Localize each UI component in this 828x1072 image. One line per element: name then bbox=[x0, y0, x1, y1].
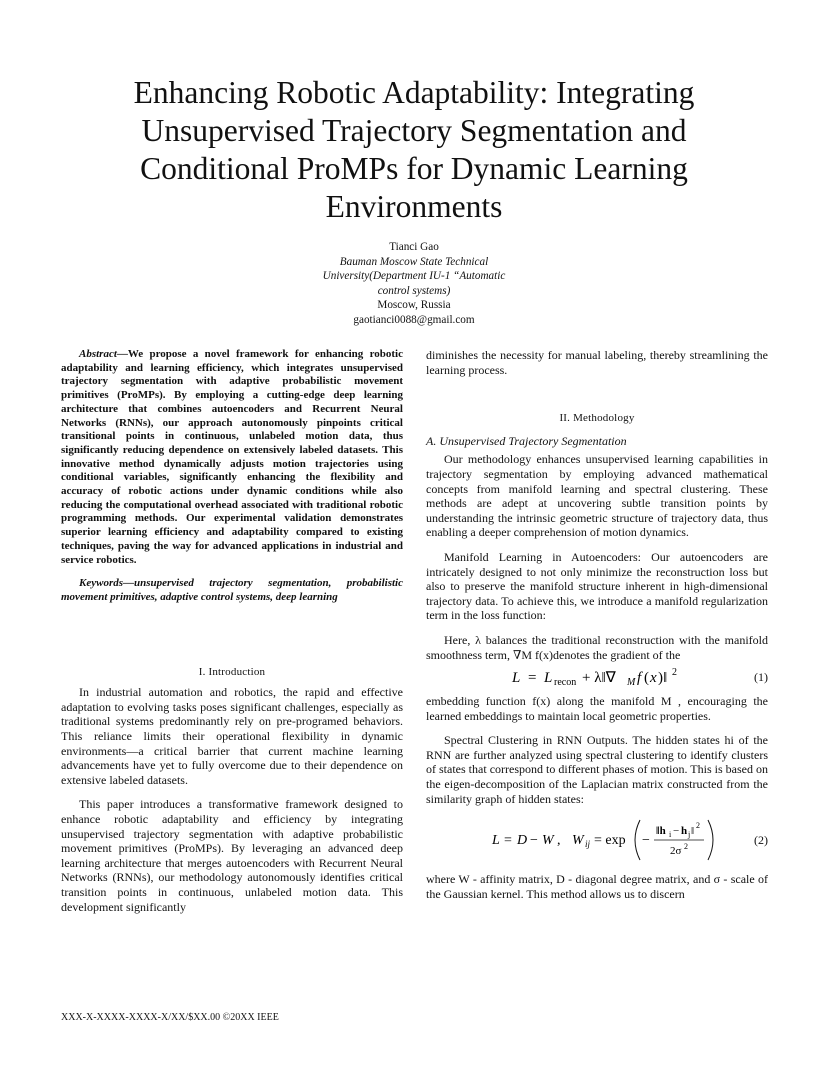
svg-text:recon: recon bbox=[554, 677, 577, 689]
author-email: gaotianci0088@gmail.com bbox=[353, 313, 475, 326]
svg-text:−: − bbox=[642, 833, 650, 849]
svg-text:x: x bbox=[650, 670, 657, 687]
keywords: Keywords—unsupervised trajectory segmentation, probabilistic movement primitives, adaptive control systems, deep learning bbox=[61, 577, 403, 603]
svg-text:j: j bbox=[688, 830, 691, 840]
equation-2 bbox=[426, 814, 768, 866]
svg-text:L: L bbox=[492, 833, 500, 849]
svg-text:2: 2 bbox=[684, 842, 688, 852]
svg-text:D: D bbox=[517, 833, 528, 849]
author-name: Tianci Gao bbox=[389, 241, 439, 253]
svg-text:W: W bbox=[572, 833, 584, 849]
section-heading-introduction: I. Introduction bbox=[198, 665, 266, 678]
svg-text:,: , bbox=[557, 833, 561, 849]
svg-text:L: L bbox=[512, 670, 521, 687]
equation-number: (1) bbox=[754, 669, 768, 684]
svg-text:=: = bbox=[504, 833, 512, 849]
paragraph: Spectral Clustering in RNN Outputs. The hidden states hi of the RNN are further analyzed using spectral clustering to identify clusters of states that correspond to different phases of motion. This is based on the eigen-decomposition of the Laplacian matrix constructed from the similarity graph of hidden states: bbox=[426, 733, 768, 806]
paragraph: In industrial automation and robotics, the rapid and effective adaptation to evolving tasks poses significant challenges, especially as traditional systems predominantly rely on pre-programed behaviors. This reliance limits their operational flexibility in dynamic environments—a critical barrier that current machine learning advancements have yet to fully overcome due to their dependence on extensive labeled datasets. bbox=[61, 685, 403, 787]
svg-text:)‖: )‖ bbox=[658, 670, 668, 687]
svg-text:f: f bbox=[637, 670, 642, 687]
author-block bbox=[264, 240, 564, 328]
author-affiliation: Bauman Moscow State Technical bbox=[339, 255, 489, 268]
paragraph: Manifold Learning in Autoencoders: Our autoencoders are intricately designed to not only minimize the reconstruction loss but also to preserve the manifold structure inherent in high-dimensional trajectory data. To achieve this, we introduce a manifold regularization term in the loss function: bbox=[426, 549, 768, 623]
equation-1-formula bbox=[482, 665, 712, 689]
paragraph: diminishes the necessity for manual labeling, thereby streamlining the learning process. bbox=[426, 348, 768, 377]
right-column bbox=[426, 348, 768, 901]
svg-text:2: 2 bbox=[696, 821, 700, 831]
paragraph: Here, λ balances the traditional reconstruction with the manifold smoothness term, ∇M f(x)denotes the gradient of the bbox=[426, 632, 768, 662]
svg-text:h: h bbox=[681, 825, 688, 838]
svg-text:W: W bbox=[542, 833, 554, 849]
paragraph: where W - affinity matrix, D - diagonal degree matrix, and σ - scale of the Gaussian kernel. This method allows us to discern bbox=[426, 872, 768, 901]
left-column bbox=[61, 348, 403, 914]
svg-text:‖: ‖ bbox=[691, 825, 695, 838]
paragraph: Our methodology enhances unsupervised learning capabilities in trajectory segmentation by employing advanced mathematical concepts from manifold learning and spectral clustering. These methods are adept at uncovering subtle transition points by understanding the intrinsic geometric structure of trajectory data, thus enabling a deeper comprehension of motion dynamics. bbox=[426, 452, 768, 540]
svg-text:2: 2 bbox=[672, 667, 677, 679]
author-affiliation: control systems) bbox=[377, 284, 451, 297]
equation-2-formula bbox=[472, 816, 722, 864]
footer-copyright: XXX-X-XXXX-XXXX-X/XX/$XX.00 ©20XX IEEE bbox=[61, 1012, 279, 1023]
equation-1 bbox=[426, 662, 768, 692]
svg-text:2σ: 2σ bbox=[670, 845, 682, 858]
svg-text:‖h: ‖h bbox=[656, 825, 666, 838]
svg-text:= exp: = exp bbox=[594, 833, 626, 849]
equation-number: (2) bbox=[754, 832, 768, 847]
svg-text:L: L bbox=[544, 670, 553, 687]
section-heading-methodology: II. Methodology bbox=[559, 412, 635, 425]
subsection-heading: A. Unsupervised Trajectory Segmentation bbox=[426, 433, 627, 448]
paper-title: Enhancing Robotic Adaptability: Integrating Unsupervised Trajectory Segmentation and Conditional ProMPs for Dynamic Learning Environments bbox=[133, 75, 695, 224]
author-affiliation: University(Department IU-1 “Automatic bbox=[322, 270, 506, 283]
svg-text:=: = bbox=[528, 670, 537, 687]
paragraph: This paper introduces a transformative framework designed to enhance robotic adaptability and efficiency by integrating unsupervised trajectory segmentation with adaptive probabilistic movement primitives (ProMPs). By leveraging an advanced deep learning architecture that merges autoencoders with Recurrent Neural Networks (RNNs), our methodology autonomously identifies critical transition points in continuous, unlabeled motion data. This development significantly bbox=[61, 797, 403, 914]
svg-text:−: − bbox=[530, 833, 538, 849]
svg-text:i: i bbox=[669, 830, 672, 840]
abstract: Abstract—We propose a novel framework for enhancing robotic adaptability and learning efficiency, which integrates unsupervised trajectory segmentation with adaptive probabilistic movement primitives (ProMPs). By employing a cutting-edge deep learning architecture that combines autoencoders and Recurrent Neural Networks (RNNs), our approach autonomously pinpoints critical transitional points in continuous, unlabeled motion data, thus significantly reducing dependence on extensively labeled datasets. This innovative method dynamically adjusts motion trajectories using conditional variables, significantly enhancing the flexibility and accuracy of robotic actions under dynamic conditions while also reducing the computational overhead associated with traditional robotic programming methods. Our experimental validation demonstrates superior learning efficiency and adaptability compared to existing techniques, paving the way for advanced applications in industrial and service robotics. bbox=[61, 348, 403, 566]
author-location: Moscow, Russia bbox=[377, 299, 451, 312]
svg-text:(: ( bbox=[644, 670, 649, 687]
svg-text:+ λ‖∇: + λ‖∇ bbox=[582, 670, 616, 687]
paragraph: embedding function f(x) along the manifold M , encouraging the learned embeddings to maintain local geometric properties. bbox=[426, 694, 768, 723]
svg-text:M: M bbox=[627, 677, 636, 689]
svg-text:ij: ij bbox=[585, 839, 591, 850]
svg-text:−: − bbox=[673, 825, 680, 838]
